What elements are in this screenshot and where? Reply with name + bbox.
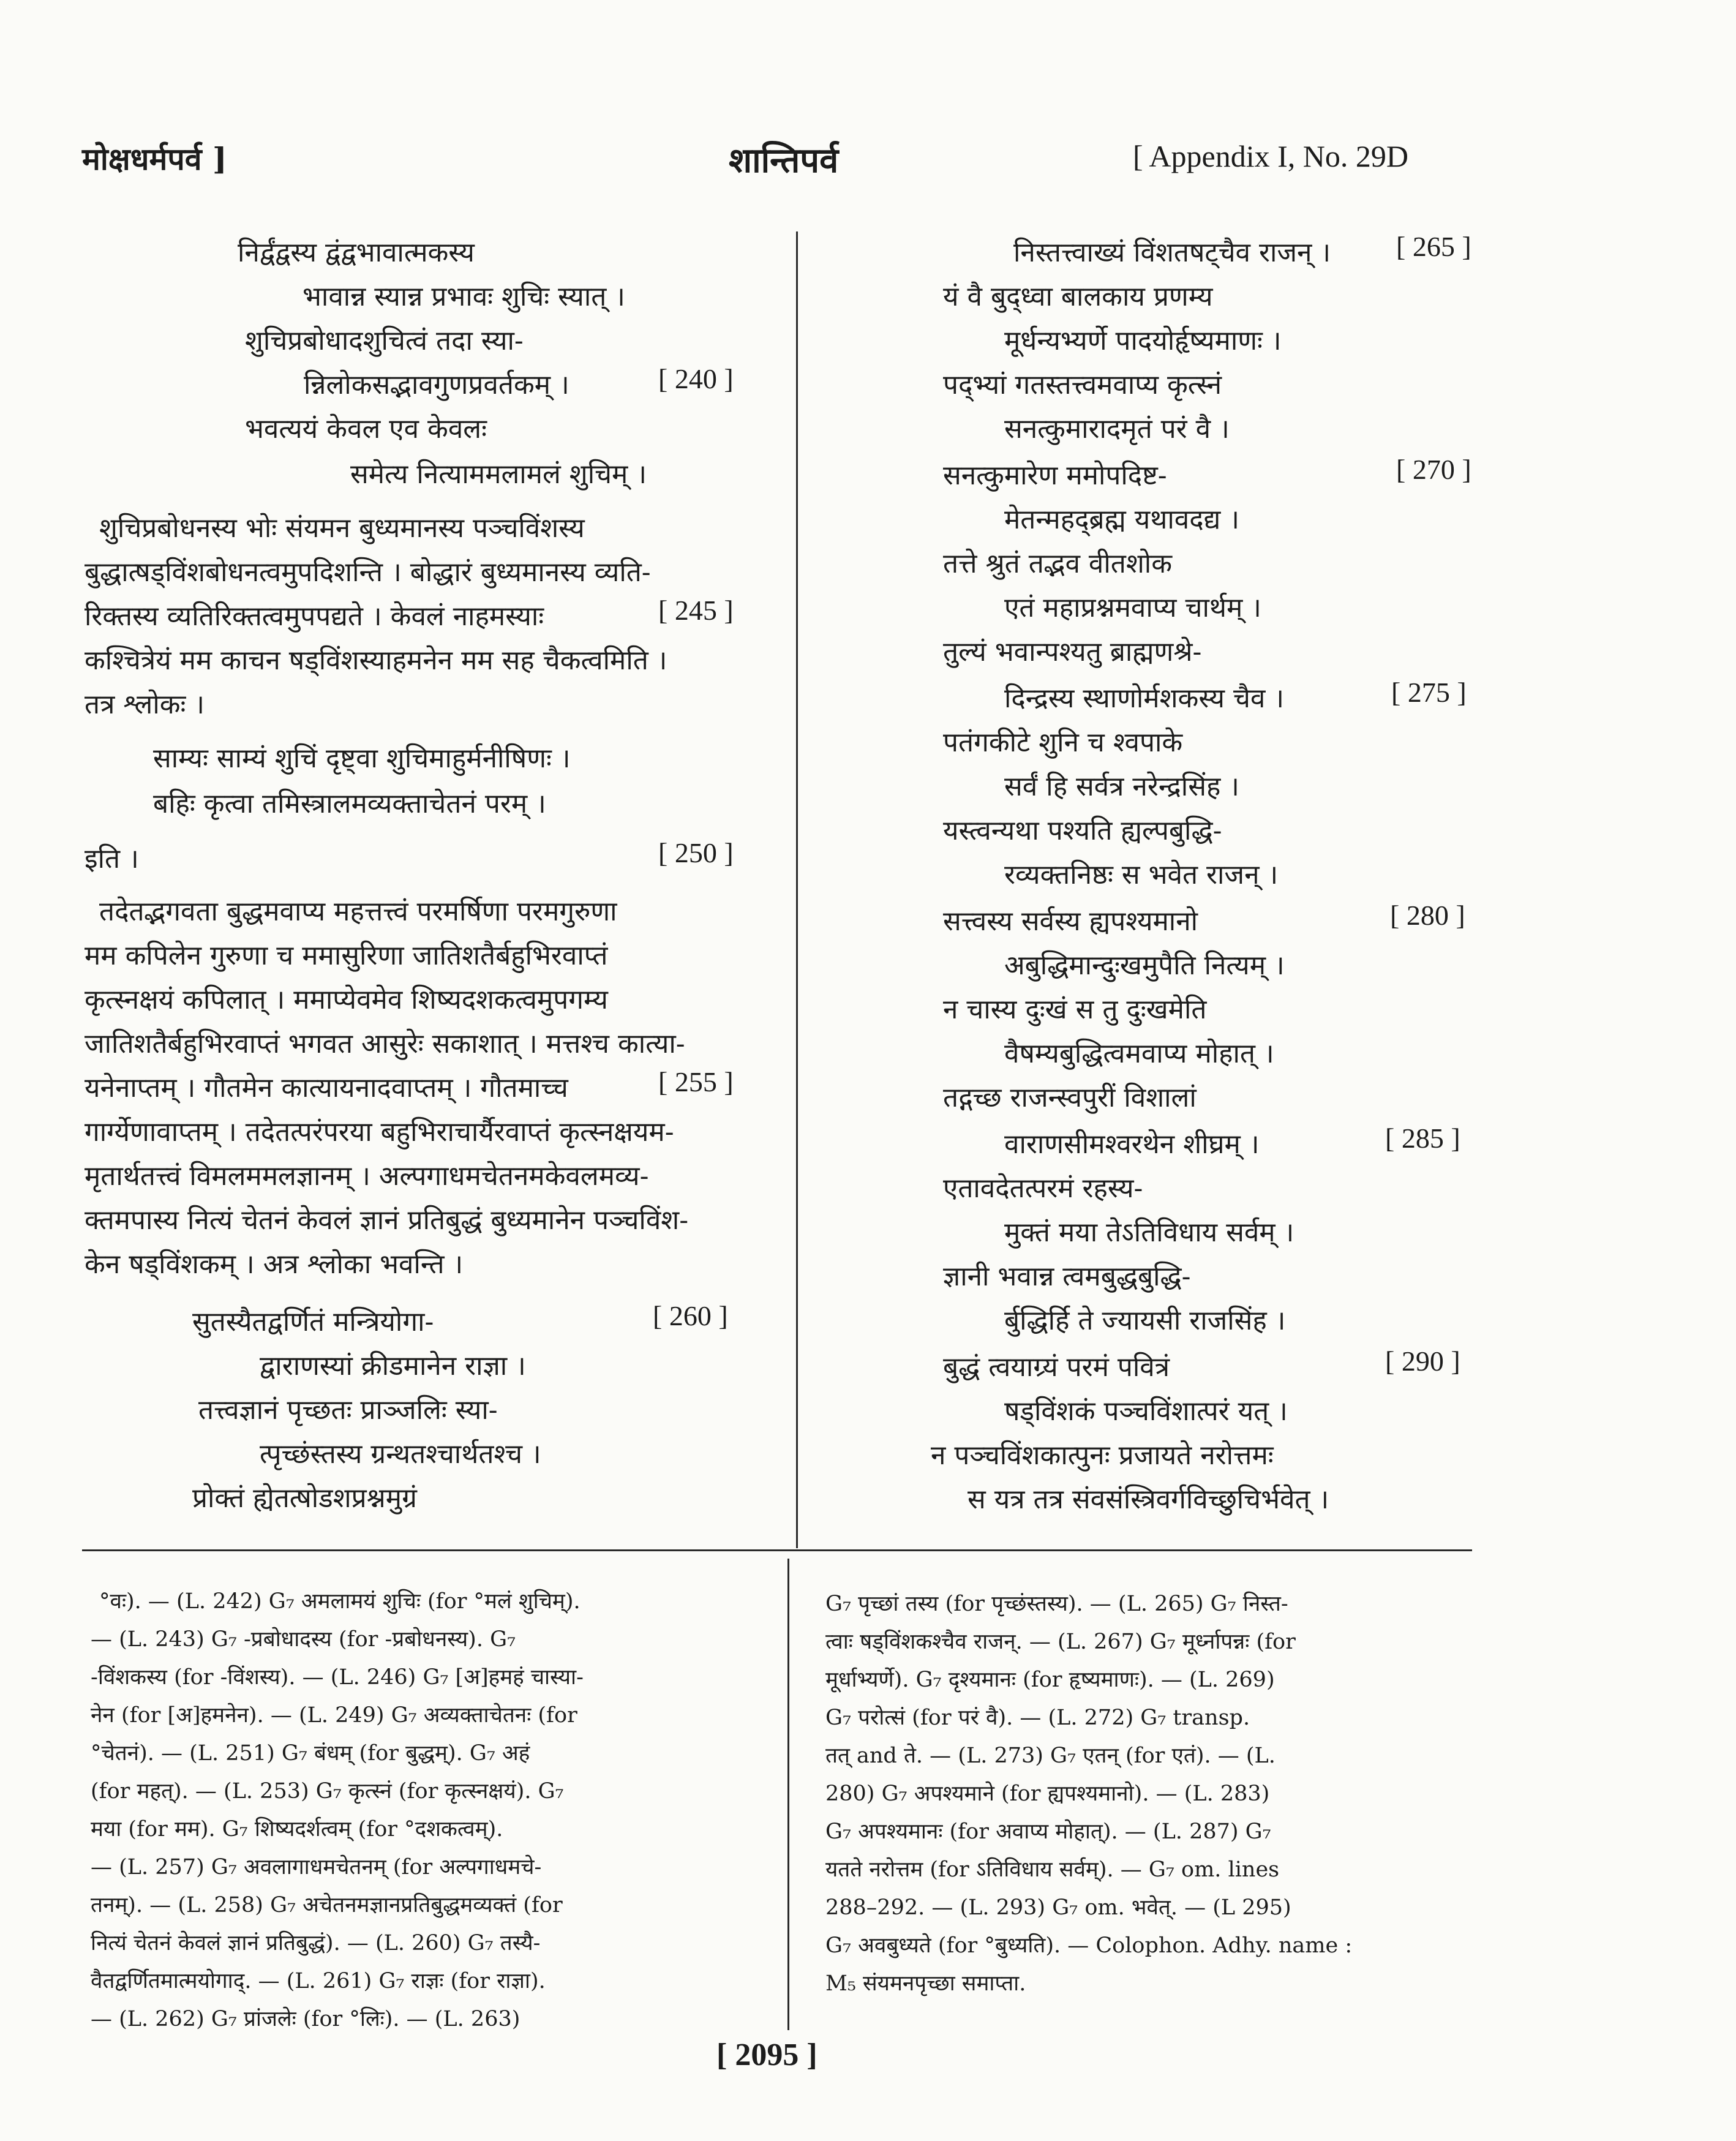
prose-line: शुचिप्रबोधनस्य भोः संयमन बुध्यमानस्य पञ्चविंशस्य: [99, 513, 585, 544]
footnote-rule: [82, 1549, 1472, 1551]
footnote-line: नेन (for [अ]हमनेन). — (L. 249) G₇ अव्यक्ताचेतनः (for: [91, 1703, 577, 1728]
running-head-left: मोक्षधर्मपर्व ]: [82, 141, 227, 177]
footnote-line: (for महत्). — (L. 253) G₇ कृत्स्नं (for कृत्स्नक्षयं). G₇: [91, 1779, 564, 1804]
verse-line: सनत्कुमारेण ममोपदिष्ट-: [943, 460, 1167, 491]
verse-line: वैषम्यबुद्धित्वमवाप्य मोहात् ।: [1004, 1038, 1274, 1069]
verse-line: तद्गच्छ राजन्स्वपुरीं विशालां: [943, 1082, 1197, 1113]
prose-line: बुद्धात्षड्विंशबोधनत्वमुपदिशन्ति । बोद्धारं बुध्यमानस्य व्यति-: [85, 557, 651, 588]
verse-line: भवत्ययं केवल एव केवलः: [245, 413, 487, 445]
footnote-line: तनम्). — (L. 258) G₇ अचेतनमज्ञानप्रतिबुद्धमव्यक्तं (for: [91, 1893, 563, 1917]
verse-line: तत्त्वज्ञानं पृच्छतः प्राञ्जलिः स्या-: [198, 1394, 498, 1426]
footnote-line: 280) G₇ अपश्यमाने (for ह्यपश्यमानो). — (L. 283): [825, 1782, 1270, 1806]
footnote-line: — (L. 257) G₇ अवलागाधमचेतनम् (for अल्पगाधमचे-: [91, 1855, 542, 1879]
verse-line: भावान्न स्यान्न प्रभावः शुचिः स्यात् ।: [302, 281, 625, 312]
verse-line: पद्भ्यां गतस्तत्त्वमवाप्य कृत्स्नं: [943, 369, 1222, 401]
running-head-center: शान्तिपर्व: [729, 140, 839, 181]
line-number: [ 260 ]: [653, 1300, 728, 1331]
prose-line: यनेनाप्तम् । गौतमेन कात्यायनादवाप्तम् । गौतमाच्च: [85, 1072, 568, 1104]
footnote-line: नित्यं चेतनं केवलं ज्ञानं प्रतिबुद्धं). — (L. 260) G₇ तस्यै-: [91, 1931, 541, 1955]
prose-line: केन षड्विंशकम् । अत्र श्लोका भवन्ति ।: [85, 1249, 464, 1280]
line-number: [ 250 ]: [658, 837, 734, 868]
footnote-line: वैतद्वर्णितमात्मयोगाद्. — (L. 261) G₇ राज्ञः (for राज्ञा).: [91, 1969, 546, 1993]
verse-line: द्वाराणस्यां क्रीडमानेन राज्ञा ।: [260, 1350, 526, 1382]
verse-line: षड्विंशकं पञ्चविंशात्परं यत् ।: [1004, 1396, 1288, 1427]
footnote-line: 288–292. — (L. 293) G₇ om. भवेत्. — (L 295): [825, 1895, 1291, 1920]
verse-line: सत्त्वस्य सर्वस्य ह्यपश्यमानो: [943, 906, 1198, 937]
verse-line: सर्वं हि सर्वत्र नरेन्द्रसिंह ।: [1004, 771, 1239, 802]
verse-line: प्रोक्तं ह्येतत्षोडशप्रश्नमुग्रं: [192, 1483, 417, 1514]
prose-line: मृतार्थतत्त्वं विमलममलज्ञानम् । अल्पगाधमचेतनमकेवलमव्य-: [85, 1161, 649, 1192]
verse-line: एतावदेतत्परमं रहस्य-: [943, 1173, 1143, 1204]
verse-line: तुल्यं भवान्पश्यतु ब्राह्मणश्रे-: [943, 636, 1202, 668]
verse-line: साम्यः साम्यं शुचिं दृष्ट्वा शुचिमाहुर्मनीषिणः ।: [153, 743, 571, 774]
line-number: [ 270 ]: [1396, 454, 1471, 485]
verse-line: समेत्य नित्याममलामलं शुचिम् ।: [350, 459, 647, 490]
verse-line: सनत्कुमारादमृतं परं वै ।: [1004, 413, 1230, 445]
verse-line: मेतन्महद्ब्रह्म यथावदद्य ।: [1004, 504, 1240, 535]
verse-line: दिन्द्रस्य स्थाणोर्मशकस्य चैव ।: [1004, 683, 1285, 714]
verse-line: वाराणसीमश्वरथेन शीघ्रम् ।: [1004, 1129, 1260, 1160]
prose-line: जातिशतैर्बहुभिरवाप्तं भगवत आसुरेः सकाशात् । मत्तश्च कात्या-: [85, 1028, 685, 1059]
footnote-line: G₇ अपश्यमानः (for अवाप्य मोहात्). — (L. 287) G₇: [825, 1819, 1271, 1844]
verse-line: न चास्य दुःखं स तु दुःखमेति: [943, 994, 1207, 1025]
verse-line: यं वै बुद्ध्वा बालकाय प्रणम्य: [943, 281, 1213, 312]
verse-line: ज्ञानी भवान्न त्वमबुद्धबुद्धि-: [943, 1261, 1191, 1292]
prose-line: तत्र श्लोकः ।: [85, 689, 205, 720]
prose-line: कृत्स्नक्षयं कपिलात् । ममाप्येवमेव शिष्यदशकत्वमुपगम्य: [85, 984, 608, 1015]
verse-line: न्निलोकसद्भावगुणप्रवर्तकम् ।: [304, 369, 569, 401]
line-number: [ 285 ]: [1385, 1123, 1460, 1154]
prose-line: तदेतद्भगवता बुद्धमवाप्य महत्तत्त्वं परमर्षिणा परमगुरुणा: [99, 896, 617, 927]
footnote-line: मया (for मम). G₇ शिष्यदर्शत्वम् (for °दशकत्वम्).: [91, 1817, 503, 1842]
verse-line: र्बुद्धिर्हि ते ज्यायसी राजसिंह ।: [1004, 1305, 1286, 1336]
running-head-right: [ Appendix I, No. 29D: [1133, 139, 1408, 173]
verse-line: निर्द्वंद्वस्य द्वंद्वभावात्मकस्य: [238, 237, 475, 268]
verse-line: शुचिप्रबोधादशुचित्वं तदा स्या-: [245, 325, 524, 356]
verse-line: अबुद्धिमान्दुःखमुपैति नित्यम् ।: [1004, 950, 1285, 981]
footnote-line: — (L. 262) G₇ प्रांजलेः (for °लिः). — (L. 263): [91, 2007, 520, 2031]
line-number: [ 265 ]: [1396, 231, 1471, 262]
prose-line: मम कपिलेन गुरुणा च ममासुरिणा जातिशतैर्बहुभिरवाप्तं: [85, 940, 608, 971]
verse-line: रव्यक्तनिष्ठः स भवेत राजन् ।: [1004, 859, 1279, 890]
footnote-line: °चेतनं). — (L. 251) G₇ बंधम् (for बुद्धम्). G₇ अहं: [91, 1741, 530, 1766]
verse-line: मूर्धन्यभ्यर्णे पादयोर्हृष्यमाणः ।: [1004, 325, 1282, 356]
iti-line: इति ।: [85, 843, 139, 875]
line-number: [ 275 ]: [1391, 677, 1467, 708]
page-number: [ 2095 ]: [716, 2038, 817, 2072]
prose-line: रिक्तस्य व्यतिरिक्तत्वमुपपद्यते । केवलं नाहमस्याः: [85, 601, 544, 632]
line-number: [ 245 ]: [658, 595, 734, 626]
prose-line: कश्चित्रेयं मम काचन षड्विंशस्याहमनेन मम सह चैकत्वमिति ।: [85, 645, 667, 676]
footnote-line: त्वाः षड्विंशकश्चैव राजन्. — (L. 267) G₇ मूर्ध्नापन्नः (for: [825, 1630, 1296, 1654]
footnote-line: यतते नरोत्तम (for ऽतिविधाय सर्वम्). — G₇ om. lines: [825, 1857, 1280, 1882]
verse-line: तत्ते श्रुतं तद्भव वीतशोक: [943, 548, 1172, 579]
footnote-line: M₅ संयमनपृच्छा समाप्ता.: [825, 1971, 1026, 1996]
footnote-line: — (L. 243) G₇ -प्रबोधादस्य (for -प्रबोधनस्य). G₇: [91, 1627, 516, 1652]
footnote-line: G₇ पृच्छां तस्य (for पृच्छंस्तस्य). — (L. 265) G₇ निस्त-: [825, 1592, 1288, 1616]
verse-line: एतं महाप्रश्नमवाप्य चार्थम् ।: [1004, 592, 1261, 623]
footnote-line: G₇ अवबुध्यते (for °बुध्यति). — Colophon. Adhy. name :: [825, 1933, 1353, 1958]
verse-line: न पञ्चविंशकात्पुनः प्रजायते नरोत्तमः: [931, 1440, 1274, 1471]
verse-line: सुतस्यैतद्वर्णितं मन्त्रियोगा-: [192, 1306, 434, 1338]
prose-line: क्तमपास्य नित्यं चेतनं केवलं ज्ञानं प्रतिबुद्धं बुध्यमानेन पञ्चविंश-: [85, 1205, 689, 1236]
verse-line: बुद्धं त्वयाग्र्यं परमं पवित्रं: [943, 1352, 1170, 1383]
line-number: [ 280 ]: [1390, 900, 1465, 931]
verse-line: यस्त्वन्यथा पश्यति ह्यल्पबुद्धि-: [943, 815, 1222, 846]
line-number: [ 290 ]: [1385, 1345, 1460, 1377]
line-number: [ 255 ]: [658, 1066, 734, 1097]
footnote-line: -विंशकस्य (for -विंशस्य). — (L. 246) G₇ [अ]हमहं चास्या-: [91, 1665, 584, 1690]
line-number: [ 240 ]: [658, 363, 734, 394]
footnote-line: तत् and ते. — (L. 273) G₇ एतन् (for एतं). — (L.: [825, 1744, 1276, 1768]
prose-line: गार्ग्येणावाप्तम् । तदेतत्परंपरया बहुभिराचार्यैरवाप्तं कृत्स्नक्षयम-: [85, 1116, 674, 1148]
verse-line: मुक्तं मया तेऽतिविधाय सर्वम् ।: [1004, 1217, 1294, 1248]
column-divider: [796, 231, 798, 1548]
footnote-line: °वः). — (L. 242) G₇ अमलामयं शुचिः (for °मलं शुचिम्).: [99, 1589, 581, 1614]
verse-line: निस्तत्त्वाख्यं विंशतषट्चैव राजन् ।: [1013, 237, 1331, 268]
verse-line: त्पृच्छंस्तस्य ग्रन्थतश्चार्थतश्च ।: [260, 1439, 541, 1470]
verse-line: पतंगकीटे शुनि च श्वपाके: [943, 727, 1183, 758]
footnote-line: मूर्धाभ्यर्णे). G₇ दृश्यमानः (for हृष्यमाणः). — (L. 269): [825, 1668, 1275, 1692]
footnote-line: G₇ परोत्सं (for परं वै). — (L. 272) G₇ transp.: [825, 1706, 1250, 1730]
footnote-divider: [787, 1559, 789, 2030]
verse-line: बहिः कृत्वा तमिस्त्रालमव्यक्ताचेतनं परम् ।: [153, 788, 546, 819]
verse-line: स यत्र तत्र संवसंस्त्रिवर्गविच्छुचिर्भवेत् ।: [968, 1484, 1329, 1515]
